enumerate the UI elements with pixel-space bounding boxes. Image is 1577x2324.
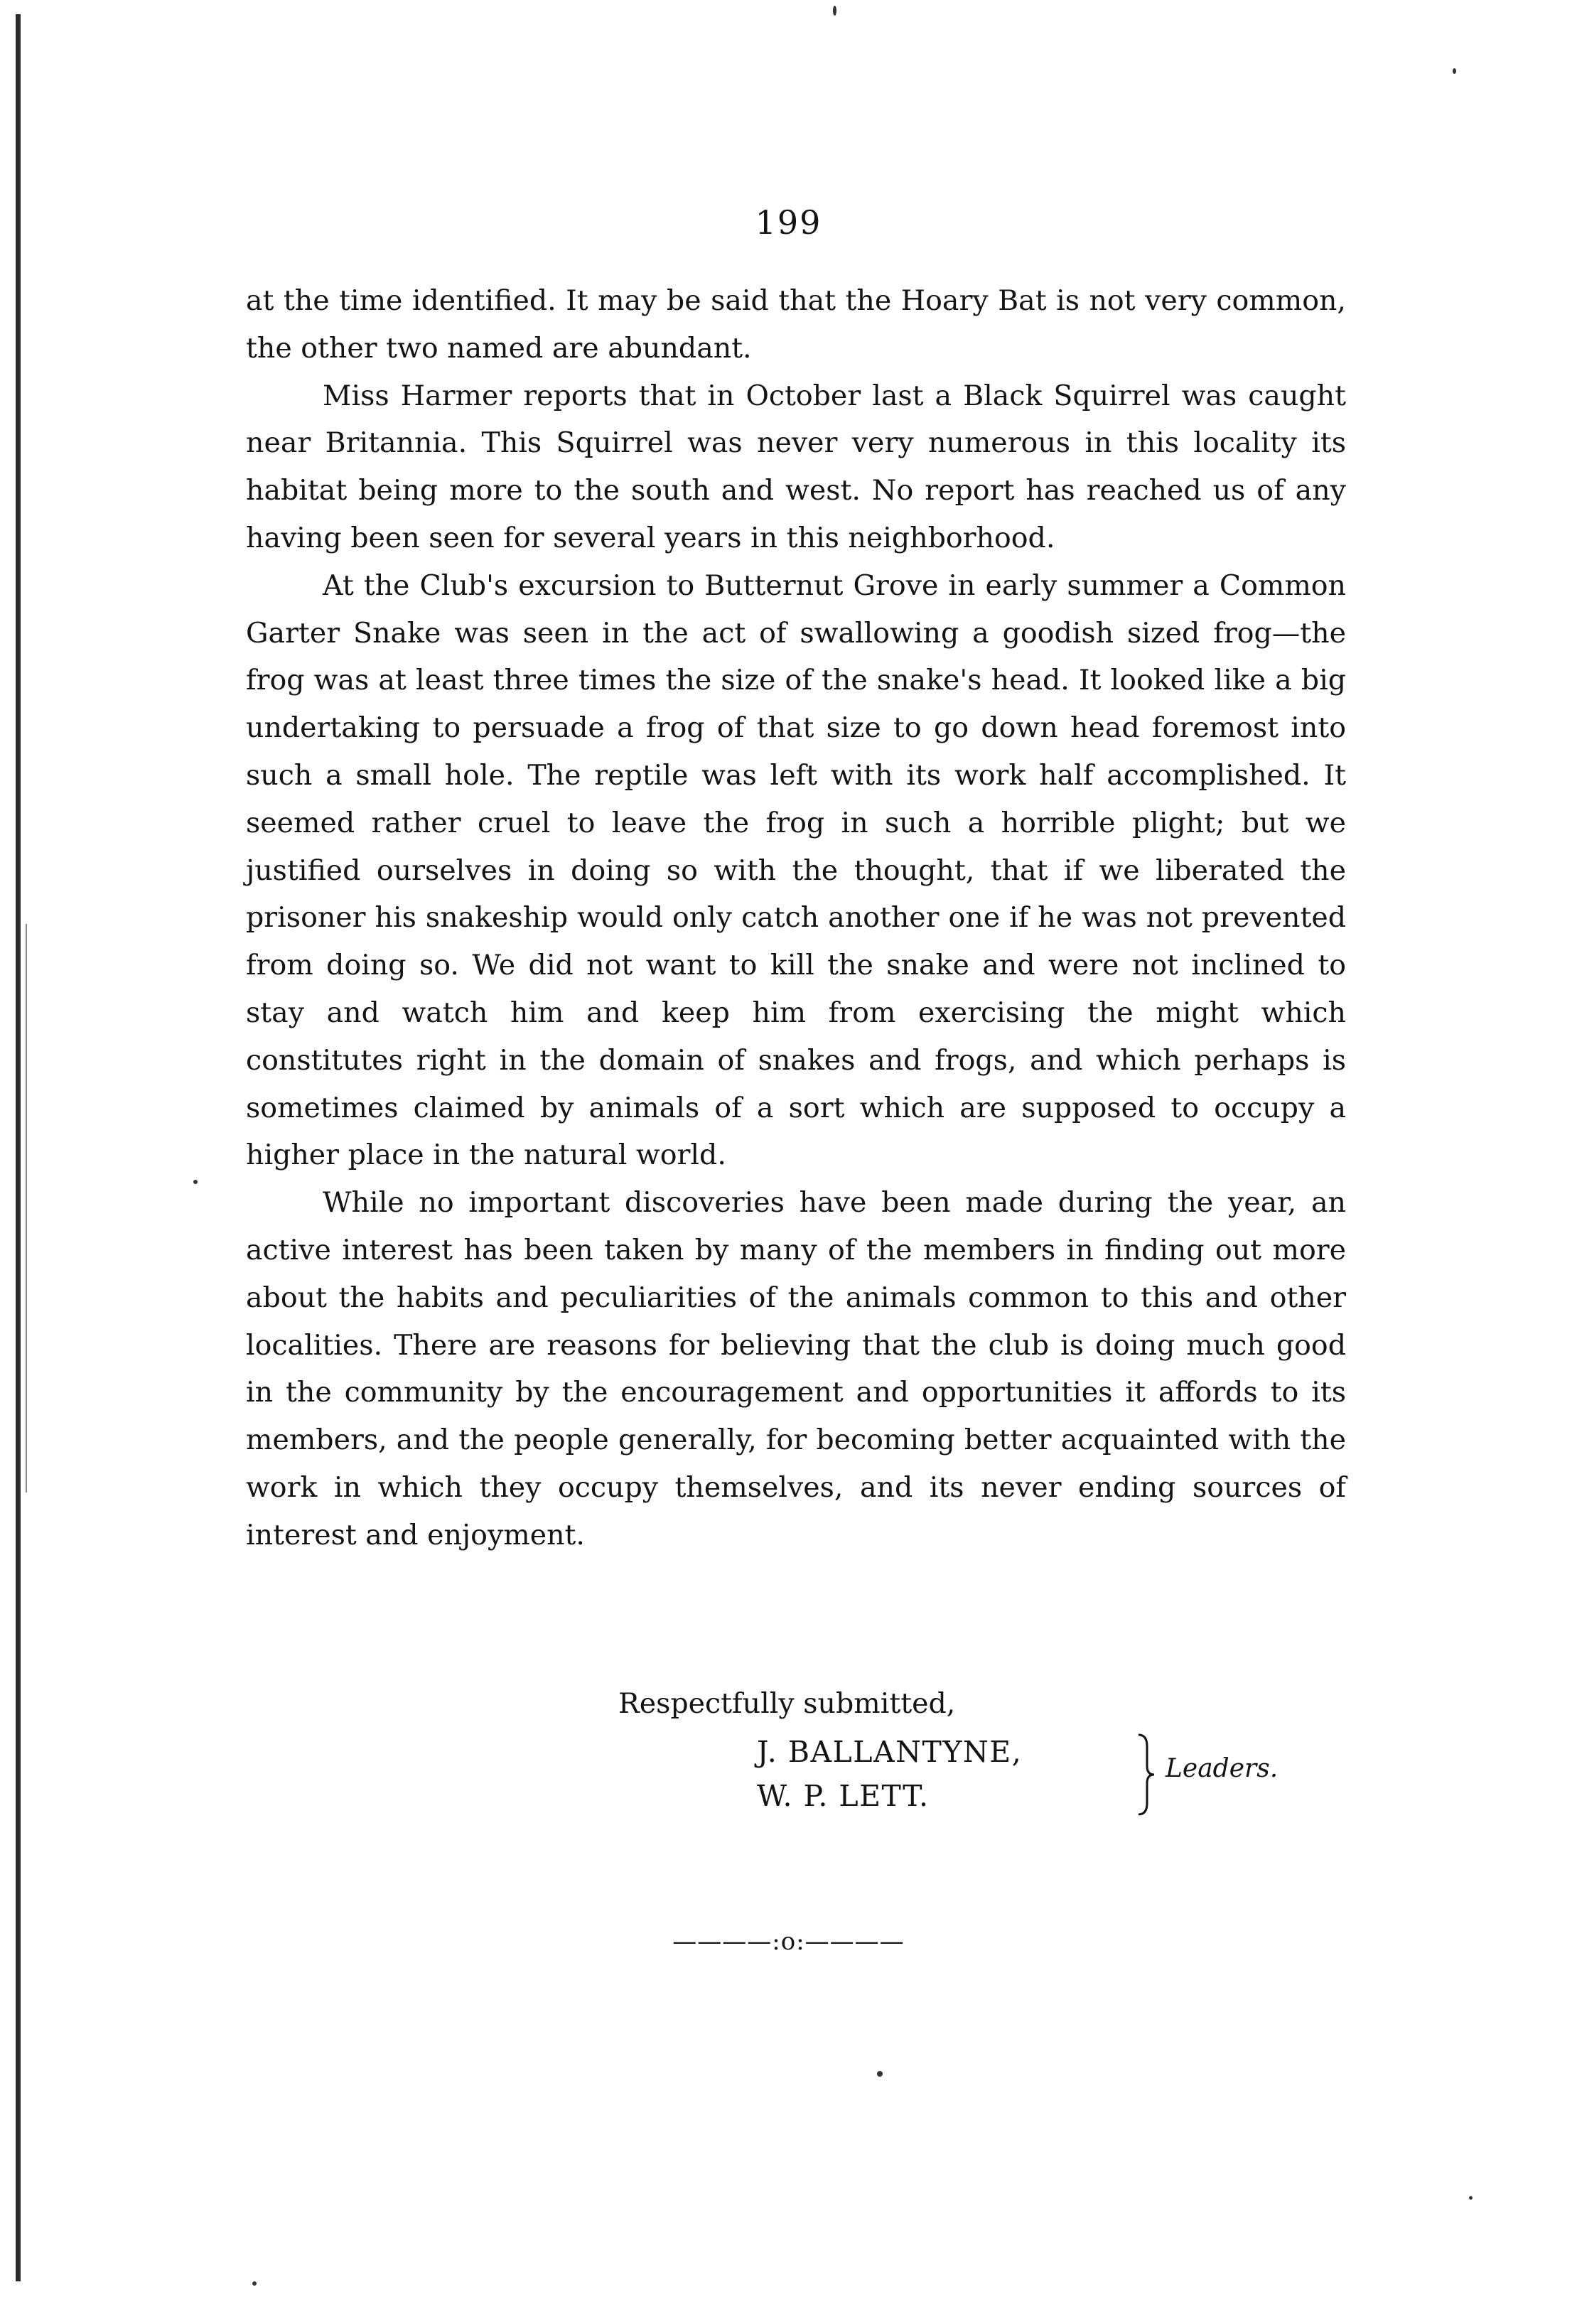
scan-speck <box>252 2281 257 2286</box>
scan-speck <box>193 1180 198 1184</box>
scan-speck <box>1453 68 1456 74</box>
scan-speck <box>1469 2196 1473 2200</box>
paragraph-garter-snake: At the Club's excursion to Butternut Grove in early summer a Common Garter Snake was seen in the act of swallowing a goodish sized frog—the frog was at least three times the size of the snake's head. It looked like a big undertaking to persuade a frog of that size to go down head foremost into such a small hole. The reptile was left with its work half accomplished. It seemed rather cruel to leave the frog in such a horrible plight; but we justified ourselves in doing so with the thought, that if we liberated the prisoner his snakeship would only catch another one if he was not prevented from doing so. We did not want to kill the snake and were not inclined to stay and watch him and keep him from exercising the might which constitutes right in the domain of snakes and frogs, and which perhaps is sometimes claimed by animals of a sort which are supposed to occupy a higher place in the natural world. <box>246 569 1346 1172</box>
section-divider: ————:o:———— <box>672 1927 905 1956</box>
signatory-name: J. BALLANTYNE, <box>757 1735 1023 1769</box>
body-text <box>246 277 1346 1559</box>
closing-line: Respectfully submitted, <box>618 1687 956 1720</box>
paragraph-black-squirrel: Miss Harmer reports that in October last a Black Squirrel was caught near Britannia. This Squirrel was never very numerous in this locality its habitat being more to the south and west. No report has reached us of any having been seen for several years in this neighborhood. <box>246 379 1346 554</box>
scan-speck <box>833 6 836 16</box>
signature-block <box>757 1730 1022 1818</box>
signatory-role: Leaders. <box>1166 1754 1279 1783</box>
paragraph-summary: While no important discoveries have been made during the year, an active interest has been taken by many of the members in finding out more about the habits and peculiarities of the animals common to this and other localities. There are reasons for believing that the club is doing much good in the community by the encouragement and opportunities it affords to its members, and the people generally, for becoming better acquainted with the work in which they occupy themselves, and its never ending sources of interest and enjoyment. <box>246 1186 1346 1551</box>
signatory-name: W. P. LETT. <box>757 1779 930 1813</box>
binding-edge-shadow <box>26 924 27 1492</box>
scan-speck <box>877 2071 883 2077</box>
curly-brace-icon <box>1136 1732 1157 1817</box>
paragraph-continued: at the time identified. It may be said that the Hoary Bat is not very common, the other two named are abundant. <box>246 284 1346 365</box>
page-number: 199 <box>755 203 822 242</box>
